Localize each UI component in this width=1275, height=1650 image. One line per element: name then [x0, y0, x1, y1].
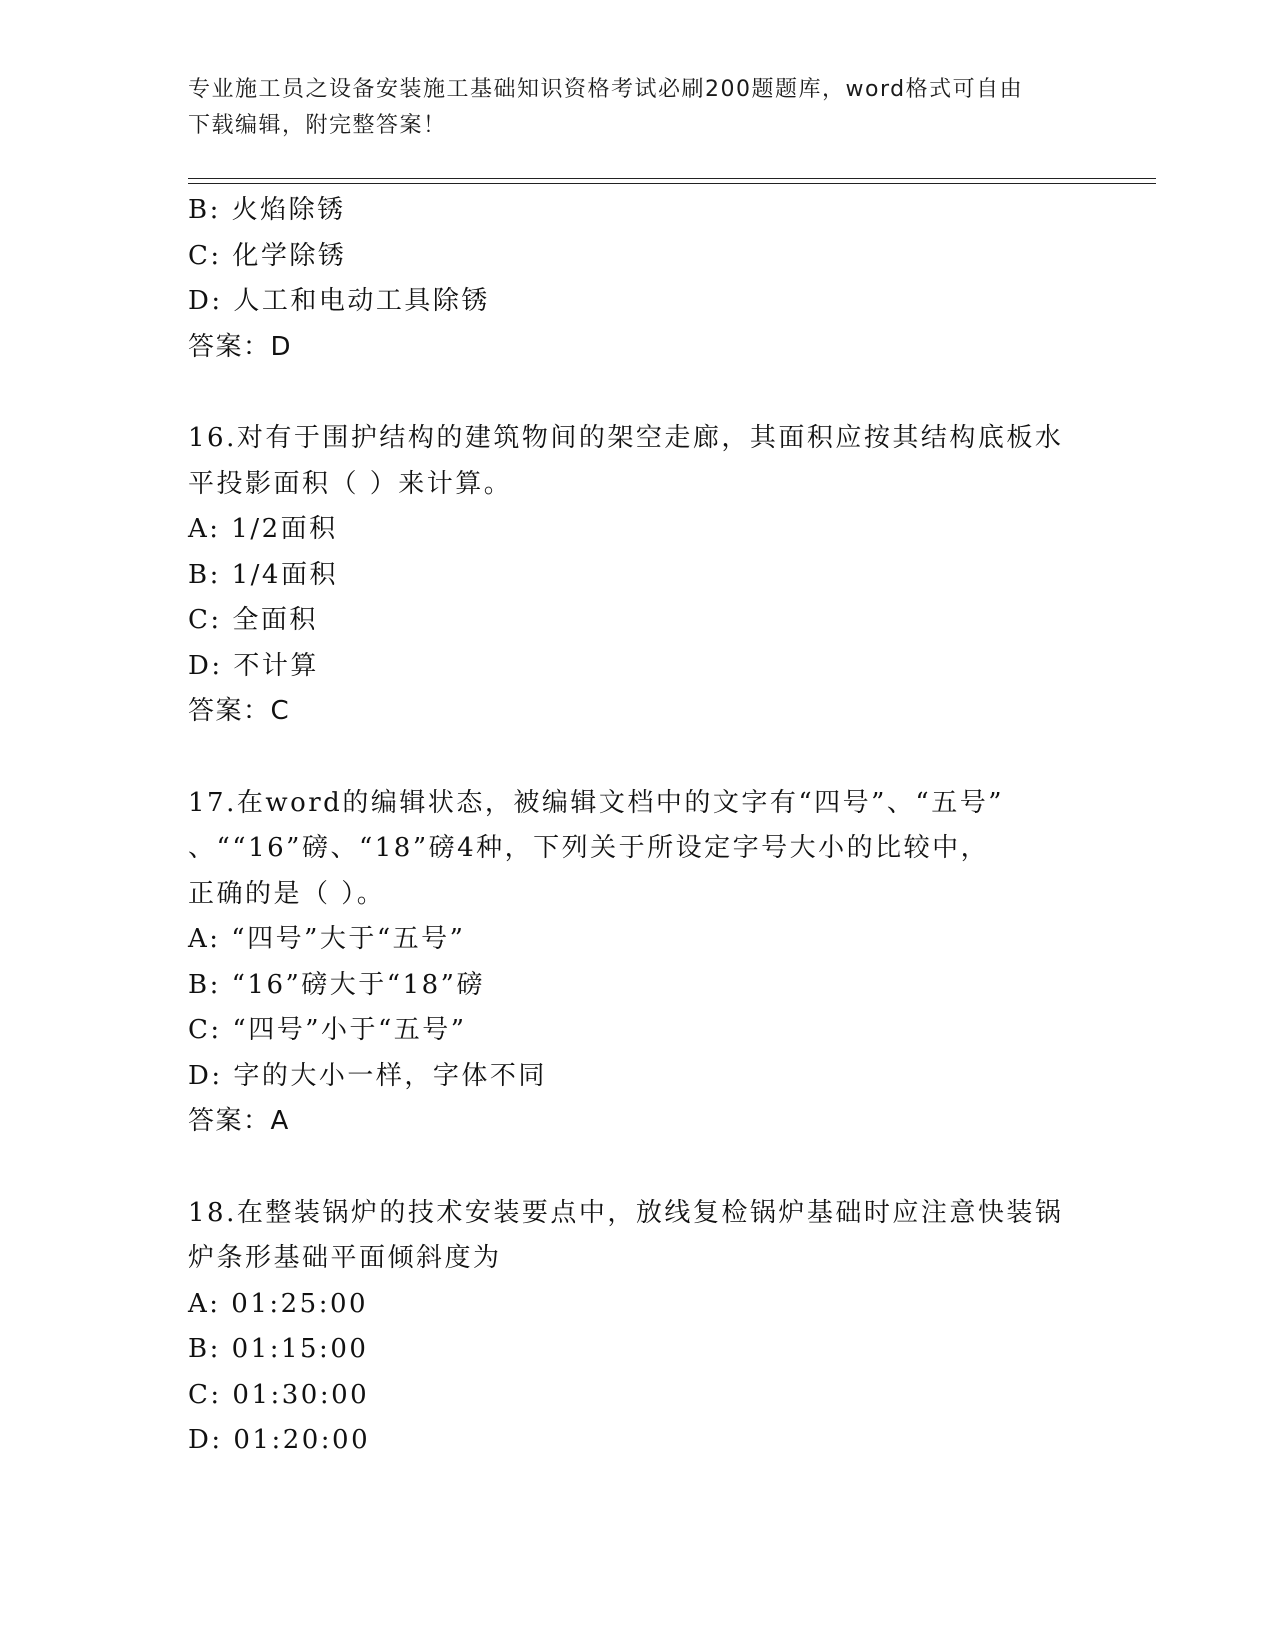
option-a: A: “四号”大于“五号” [188, 924, 466, 954]
spacer [188, 735, 1088, 781]
question-stem-line: 16.对有于围护结构的建筑物间的架空走廊，其面积应按其结构底板水 [188, 423, 1064, 453]
spacer [188, 370, 1088, 416]
option-d: D: 01:20:00 [188, 1425, 371, 1455]
option-c: C: 01:30:00 [188, 1379, 370, 1410]
answer-line: 答案：A [188, 1106, 290, 1136]
question-17 [188, 781, 1088, 1145]
question-15-continued [188, 188, 1088, 370]
option-a: A: 01:25:00 [188, 1288, 369, 1319]
option-c: C: 化学除锈 [188, 240, 347, 271]
question-stem-line: 18.在整装锅炉的技术安装要点中，放线复检锅炉基础时应注意快装锅 [188, 1197, 1064, 1228]
question-16 [188, 416, 1088, 735]
option-b: B: 1/4面积 [188, 559, 338, 590]
question-stem-line: 17.在word的编辑状态，被编辑文档中的文字有“四号”、“五号” [188, 787, 1004, 818]
option-b: B: “16”磅大于“18”磅 [188, 969, 485, 1000]
question-stem-line: 正确的是（ ）。 [188, 878, 386, 909]
spacer [188, 1145, 1088, 1191]
question-18 [188, 1191, 1088, 1464]
answer-line: 答案：D [188, 331, 293, 362]
option-b: B: 01:15:00 [188, 1334, 369, 1364]
question-stem-line: 、““16”磅、“18”磅4种，下列关于所设定字号大小的比较中， [188, 833, 990, 863]
option-d: D: 人工和电动工具除锈 [188, 286, 490, 316]
document-header [188, 72, 1088, 144]
option-c: C: 全面积 [188, 605, 318, 635]
answer-line: 答案：C [188, 696, 291, 726]
option-a: A: 1/2面积 [188, 514, 338, 544]
option-d: D: 字的大小一样，字体不同 [188, 1060, 547, 1091]
option-d: D: 不计算 [188, 650, 319, 681]
option-b: B: 火焰除锈 [188, 195, 346, 225]
option-c: C: “四号”小于“五号” [188, 1015, 467, 1045]
question-stem-line: 炉条形基础平面倾斜度为 [188, 1243, 502, 1273]
header-divider-top [188, 178, 1156, 179]
document-body [188, 188, 1088, 1464]
header-line-2: 下载编辑，附完整答案！ [188, 113, 447, 138]
header-line-1: 专业施工员之设备安装施工基础知识资格考试必刷200题题库，word格式可自由 [188, 77, 1024, 102]
question-stem-line: 平投影面积（ ）来计算。 [188, 468, 513, 499]
header-divider-bottom [188, 183, 1156, 184]
